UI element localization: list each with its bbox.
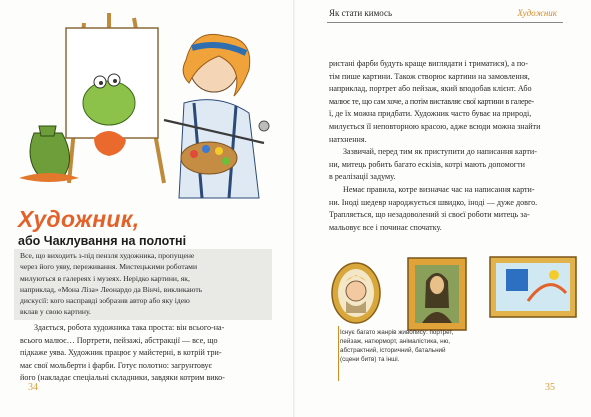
chapter-subtitle: або Чаклування на полотні: [18, 234, 187, 248]
text-line: ї, де їх можна придбати. Художник часто буває на природі,: [329, 109, 532, 119]
text-line: ни. Іноді шедевр народжується швидко, іноді — дуже довго.: [329, 197, 538, 207]
text-line: вклав у свою картину.: [20, 307, 91, 317]
chapter-heading: [18, 206, 288, 249]
running-head-book: Як стати кимось: [329, 8, 393, 18]
text-line: натхнення.: [329, 134, 367, 144]
text-line: Зазвичай, перед тим як приступити до написання карти-: [343, 147, 537, 157]
header-rule: [327, 22, 563, 23]
text-line: має свої мольберти і фарби. Готує полотно: загрунтовує: [20, 360, 213, 370]
artist-illustration: [14, 8, 274, 203]
text-line: наприклад, портрет або пейзаж, який вподобав клієнт. Або: [329, 84, 532, 94]
right-body-text: [329, 58, 571, 234]
text-line: Немає правила, котре визначає час на написання карти-: [343, 184, 535, 194]
text-line: милуються в галереях і музеях. Нерідко картини, як,: [20, 273, 190, 283]
genre-caption: [340, 328, 482, 364]
text-line: Здається, робота художника така проста: він всього-на-: [34, 323, 225, 332]
caption-line: абстрактний, історичний, батальний: [340, 347, 446, 354]
text-line: його (накладає спеціальні складники, завдяки котрим вико-: [20, 373, 225, 383]
text-line: через його уяву, переживання. Мистецькими роботами: [20, 262, 198, 272]
left-page: [0, 0, 295, 417]
text-line: мальовує все і починає спочатку.: [329, 222, 442, 232]
text-line: всього малює… Портрети, пейзажі, абстракції — все, що: [20, 335, 218, 345]
right-page: [296, 0, 591, 417]
text-line: ристані фарби будуть краще виглядати і триматися), а по-: [329, 59, 528, 68]
text-line: підкаже уява. Художник працює у майстерні, в котрій три-: [20, 348, 222, 358]
caption-line: (сцени битв) та інші.: [340, 356, 400, 363]
text-line: в реалізації задуму.: [329, 172, 396, 182]
page-number: 35: [545, 382, 555, 393]
text-line: Трапляється, що незадоволений зі своєї роботи митець за-: [329, 210, 530, 220]
framed-paintings-illustration: [318, 253, 580, 335]
caption-line: пейзаж, натюрморт, анімалістика, ню,: [340, 338, 451, 345]
text-line: дискусії: кого насправді зобразив автор або яку ідею: [20, 296, 190, 306]
page-number: 34: [28, 382, 38, 393]
running-head-chapter: Художник: [517, 8, 557, 18]
chapter-title: Художник,: [18, 206, 140, 232]
text-line: милується її неповторною красою, адже всюди можна знайти: [329, 121, 541, 131]
text-line: малює те, що сам хоче, а потім виставляє свої картини в галере-: [329, 96, 534, 106]
text-line: ни, митець робить багато ескізів, котрі мають допомогти: [329, 159, 525, 169]
intro-text: [20, 250, 272, 318]
text-line: Все, що виходить з-під пензля художника, пропущене: [20, 251, 195, 260]
caption-line: Існує багато жанрів живопису: портрет,: [340, 329, 454, 336]
text-line: тім пише картини. Також створює картини на замовлення,: [329, 71, 530, 81]
caption-rule: [338, 326, 339, 381]
text-line: наприклад, «Мона Ліза» Леонардо да Вінчі, викликають: [20, 284, 203, 294]
left-body-text: [20, 322, 275, 385]
